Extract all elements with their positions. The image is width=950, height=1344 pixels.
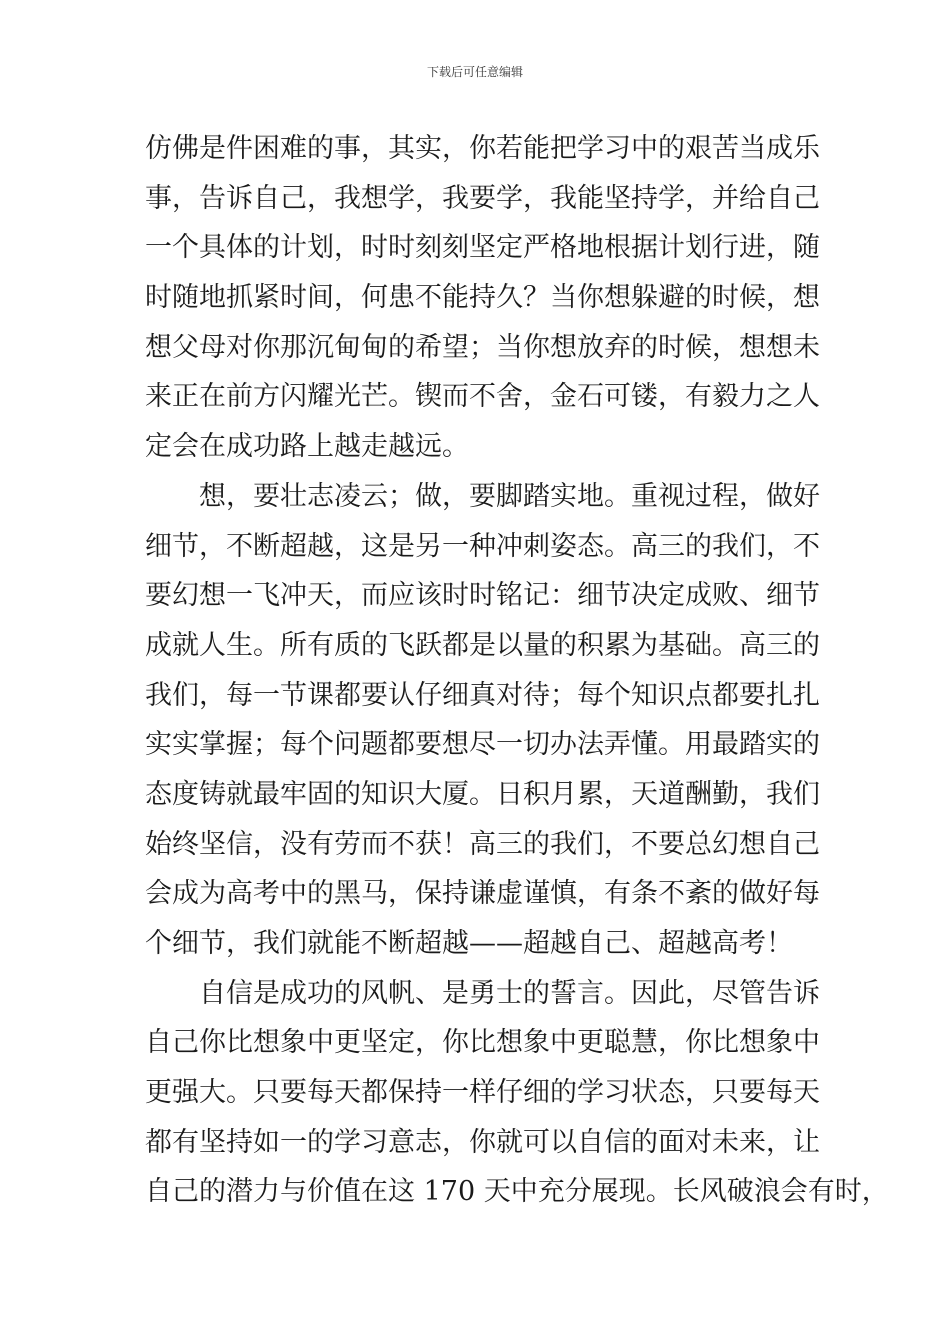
text-line: 自己的潜力与价值在这 170 天中充分展现。长风破浪会有时， [145, 1176, 889, 1208]
text-line: 成就人生。所有质的飞跃都是以量的积累为基础。高三的 [145, 629, 820, 661]
text-line: 仿佛是件困难的事，其实，你若能把学习中的艰苦当成乐 [145, 133, 820, 164]
page-header: 下载后可任意编辑 [426, 65, 523, 79]
text-line: 态度铸就最牢固的知识大厦。日积月累，天道酬勤，我们 [145, 778, 820, 810]
text-line: 我们，每一节课都要认仔细真对待；每个知识点都要扎扎 [145, 679, 820, 711]
text-line: 一个具体的计划，时时刻刻坚定严格地根据计划行进，随 [145, 232, 820, 264]
text-line: 来正在前方闪耀光芒。锲而不舍，金石可镂，有毅力之人 [145, 381, 820, 413]
text-line: 时随地抓紧时间，何患不能持久？当你想躲避的时候，想 [145, 282, 820, 314]
text-line: 要幻想一飞冲天，而应该时时铭记：细节决定成败、细节 [145, 580, 820, 612]
text-line: 细节，不断超越，这是另一种冲刺姿态。高三的我们，不 [145, 530, 820, 562]
text-line: 个细节，我们就能不断超越——超越自己、超越高考！ [145, 928, 793, 959]
text-line: 实实掌握；每个问题都要想尽一切办法弄懂。用最踏实的 [145, 729, 820, 761]
text-line: 想，要壮志凌云；做，要脚踏实地。重视过程，做好 [145, 480, 820, 512]
text-line: 更强大。只要每天都保持一样仔细的学习状态，只要每天 [145, 1077, 820, 1109]
text-line: 想父母对你那沉甸甸的希望；当你想放弃的时候，想想未 [145, 331, 820, 363]
text-line: 定会在成功路上越走越远。 [145, 431, 469, 463]
text-line: 会成为高考中的黑马，保持谦虚谨慎，有条不紊的做好每 [145, 878, 820, 910]
text-line: 自己你比想象中更坚定，你比想象中更聪慧，你比想象中 [145, 1027, 820, 1059]
text-line: 都有坚持如一的学习意志，你就可以自信的面对未来，让 [145, 1126, 820, 1158]
text-line: 事，告诉自己，我想学，我要学，我能坚持学，并给自己 [145, 182, 820, 214]
text-line: 始终坚信，没有劳而不获！高三的我们，不要总幻想自己 [145, 828, 820, 860]
text-line: 自信是成功的风帆、是勇士的誓言。因此，尽管告诉 [145, 977, 820, 1009]
document-body [145, 124, 889, 1217]
